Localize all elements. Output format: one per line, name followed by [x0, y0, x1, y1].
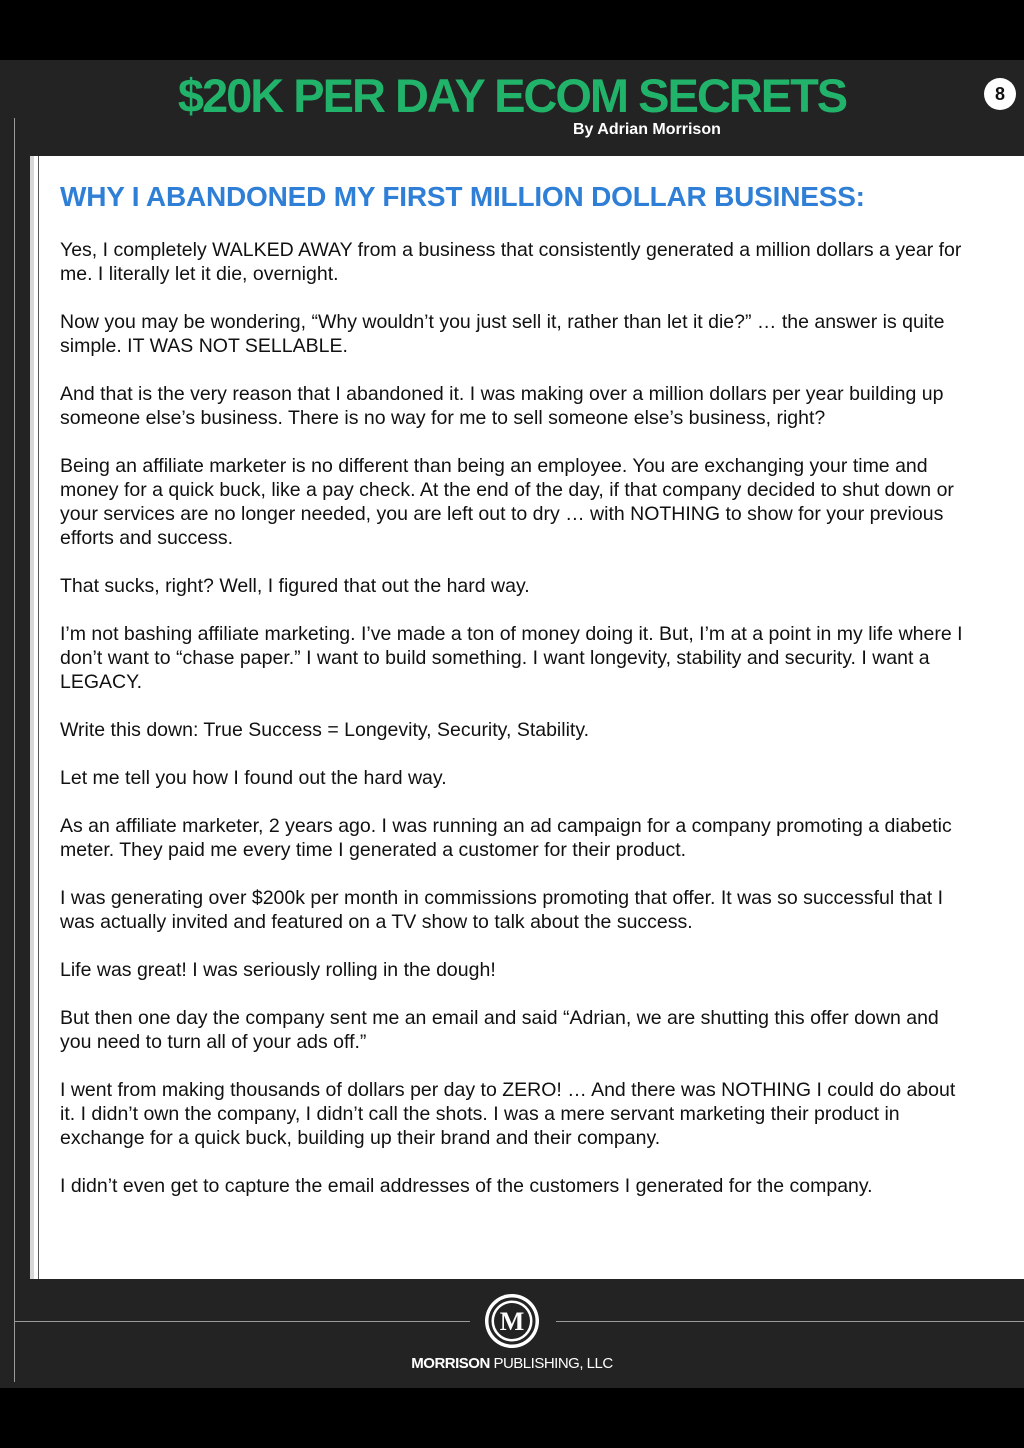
publisher-name-bold: MORRISON: [411, 1355, 490, 1372]
paragraph: And that is the very reason that I abandoned it. I was making over a million dollars per year building up someone else’s business. There is no way for me to sell someone else’s business, right?: [60, 383, 944, 429]
logo-letter: M: [499, 1307, 525, 1336]
page-number-badge: 8: [984, 78, 1016, 110]
frame-line-bottom-left: [14, 1321, 470, 1322]
content-panel: [30, 156, 1024, 1279]
frame-line-left: [14, 118, 15, 1382]
author-byline: By Adrian Morrison: [573, 121, 721, 138]
paragraph: Being an affiliate marketer is no different than being an employee. You are exchanging your time and money for a quick buck, like a pay check. At the end of the day, if that company decided to shut down or your services are no longer needed, you are left out to dry … with NOTHING to show for your previous efforts and success.: [60, 455, 954, 549]
book-title: $20K PER DAY ECOM SECRETS: [177, 69, 847, 122]
paragraph: That sucks, right? Well, I figured that out the hard way.: [60, 575, 530, 597]
panel-inner-rule: [38, 156, 39, 1279]
paragraph: Let me tell you how I found out the hard way.: [60, 767, 447, 789]
publisher-name: [0, 1354, 1024, 1374]
article-body: [60, 238, 970, 1222]
paragraph: Life was great! I was seriously rolling in the dough!: [60, 959, 496, 981]
paragraph: I’m not bashing affiliate marketing. I’ve made a ton of money doing it. But, I’m at a point in my life where I don’t want to “chase paper.” I want to build something. I want longevity, stability and security. I want a LEGACY.: [60, 623, 963, 693]
publisher-logo-icon: [483, 1292, 541, 1350]
paragraph: Yes, I completely WALKED AWAY from a business that consistently generated a million dollars a year for me. I literally let it die, overnight.: [60, 239, 962, 285]
paragraph: I was generating over $200k per month in commissions promoting that offer. It was so successful that I was actually invited and featured on a TV show to talk about the success.: [60, 887, 943, 933]
paragraph: But then one day the company sent me an email and said “Adrian, we are shutting this offer down and you need to turn all of your ads off.”: [60, 1007, 939, 1053]
frame-line-bottom-right: [556, 1321, 1024, 1322]
paragraph: As an affiliate marketer, 2 years ago. I was running an ad campaign for a company promoting a diabetic meter. They paid me every time I generated a customer for their product.: [60, 815, 952, 861]
paragraph: I didn’t even get to capture the email addresses of the customers I generated for the company.: [60, 1175, 873, 1197]
section-heading: WHY I ABANDONED MY FIRST MILLION DOLLAR BUSINESS:: [60, 181, 865, 212]
paragraph: Now you may be wondering, “Why wouldn’t you just sell it, rather than let it die?” … the answer is quite simple. IT WAS NOT SELLABLE.: [60, 311, 945, 357]
paragraph: I went from making thousands of dollars per day to ZERO! … And there was NOTHING I could do about it. I didn’t own the company, I didn’t call the shots. I was a mere servant marketing their product in exchange for a quick buck, building up their brand and their company.: [60, 1079, 956, 1149]
page: [0, 60, 1024, 1388]
paragraph: Write this down: True Success = Longevity, Security, Stability.: [60, 719, 590, 741]
publisher-name-rest: PUBLISHING, LLC: [489, 1355, 613, 1372]
